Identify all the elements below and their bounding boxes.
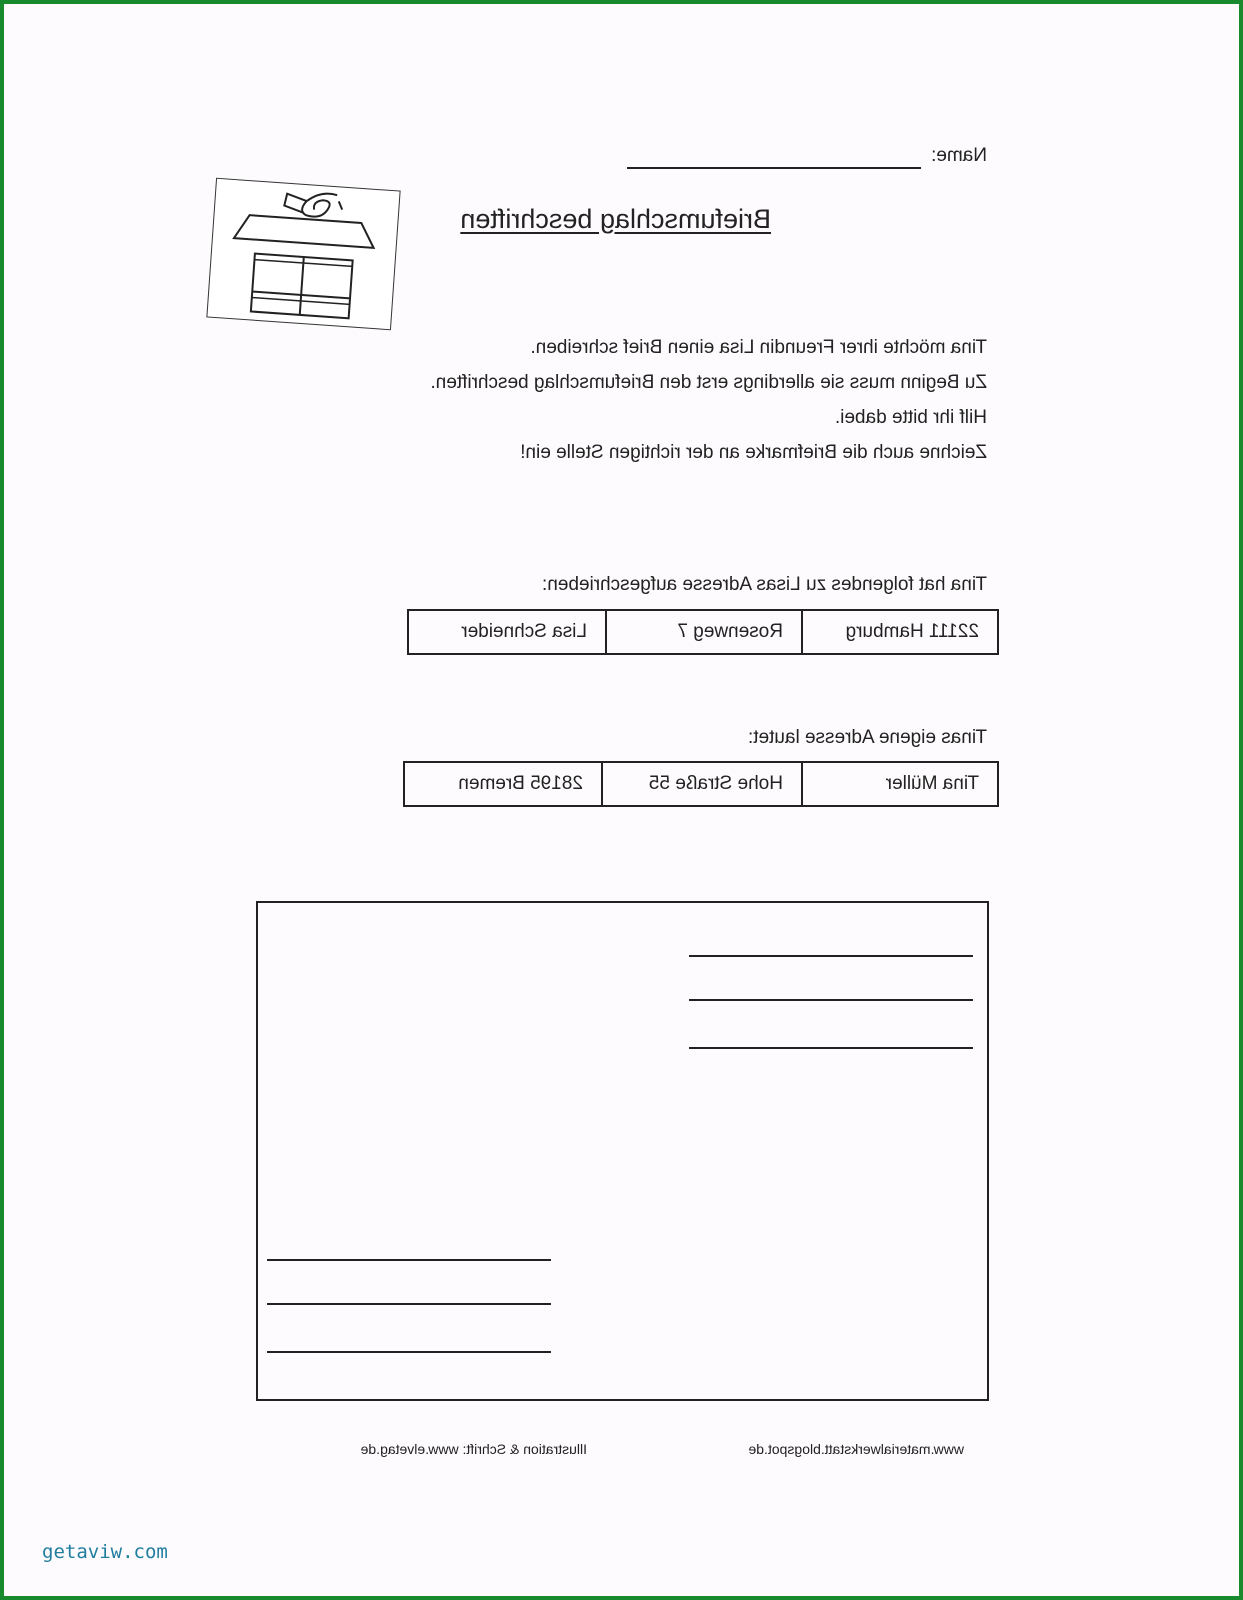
sender-write-line xyxy=(267,1259,551,1261)
footer-credit: Illustration & Schrift: www.elvetag.de xyxy=(360,1441,587,1457)
watermark: getaviw.com xyxy=(42,1541,168,1563)
sender-city: 28195 Bremen xyxy=(404,762,602,806)
instructions xyxy=(430,337,987,477)
recipient-address-table xyxy=(407,609,999,655)
instruction-line: Zu Beginn muss sie allerdings erst den Briefumschlag beschriften. xyxy=(430,372,987,393)
footer-source: www.materialwerkstatt.blogspot.de xyxy=(748,1441,964,1457)
envelope-outline xyxy=(256,901,989,1401)
name-line xyxy=(627,167,921,169)
recipient-city: 22111 Hamburg xyxy=(802,610,998,654)
instruction-line: Zeichne auch die Briefmarke an der richtigen Stelle ein! xyxy=(520,442,987,463)
mirrored-worksheet xyxy=(4,4,1239,1596)
sender-name: Tina Müller xyxy=(802,762,998,806)
post-horn-mailbox-icon xyxy=(206,178,400,331)
recipient-name: Lisa Schneider xyxy=(408,610,606,654)
instruction-line: Hilf ihr bitte dabei. xyxy=(834,407,987,428)
recipient-label: Tina hat folgendes zu Lisas Adresse aufgeschrieben: xyxy=(541,574,987,595)
sender-label: Tinas eigene Adresse lautet: xyxy=(747,727,987,748)
recipient-write-line xyxy=(689,955,973,957)
sender-street: Hohe Straße 55 xyxy=(602,762,802,806)
recipient-street: Rosenweg 7 xyxy=(606,610,802,654)
sender-write-line xyxy=(267,1303,551,1305)
worksheet-title: Briefumschlag beschriften xyxy=(460,204,771,234)
sender-address-table xyxy=(403,761,999,807)
recipient-write-line xyxy=(689,999,973,1001)
name-label: Name: xyxy=(931,145,987,166)
instruction-line: Tina möchte ihrer Freundin Lisa einen Brief schreiben. xyxy=(530,337,987,358)
sender-write-line xyxy=(267,1351,551,1353)
recipient-write-line xyxy=(689,1047,973,1049)
